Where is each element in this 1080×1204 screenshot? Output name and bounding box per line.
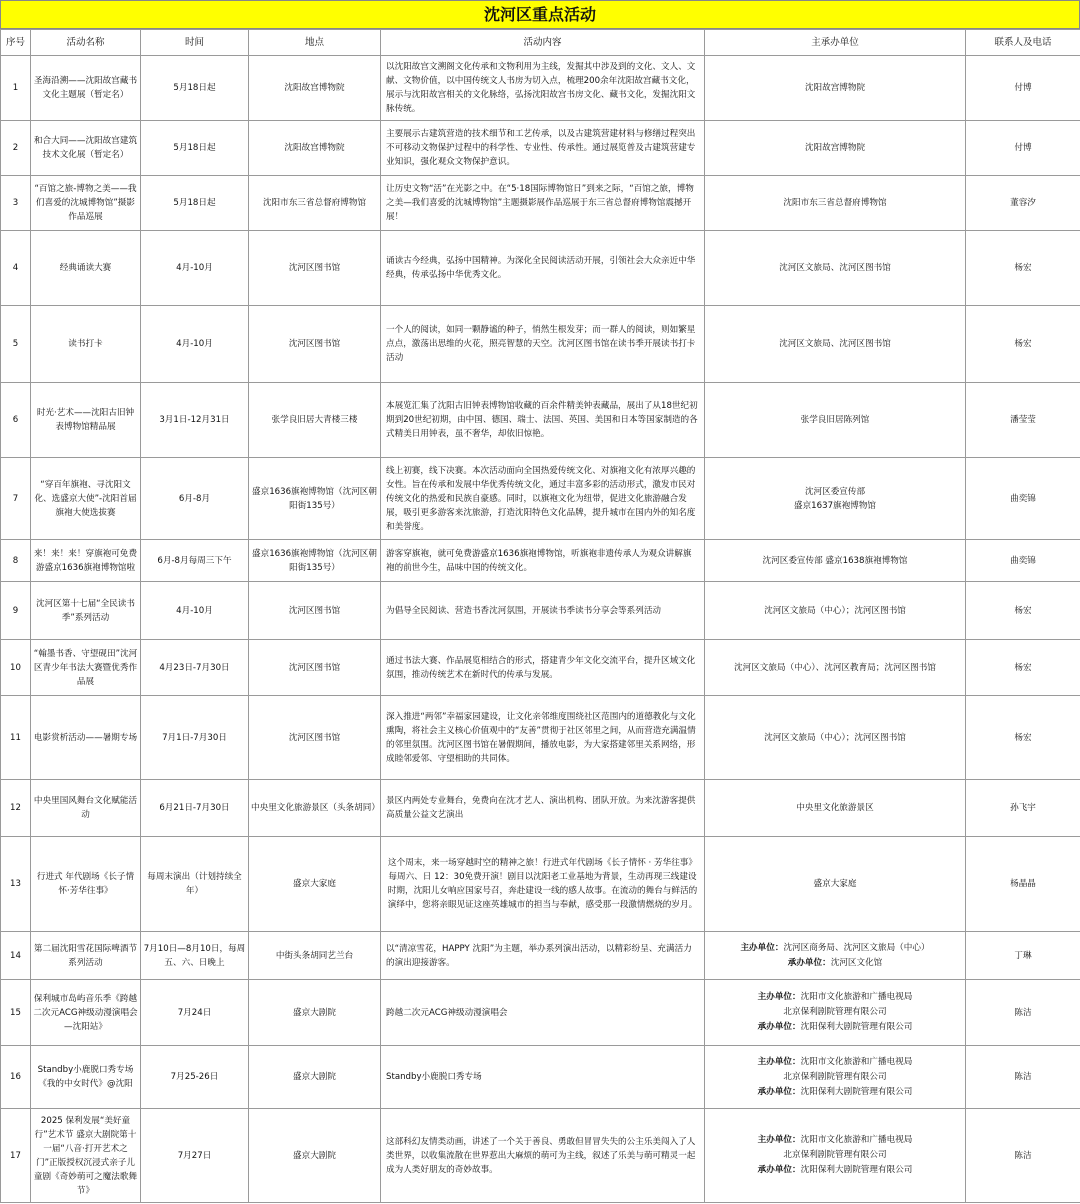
cell-content: 让历史文物“活”在光影之中。在“5·18国际博物馆日”到来之际，“百馆之旅，博物之美—我们喜爱的沈城博物馆”主题摄影展作品巡展于东三省总督府博物馆震撼开展！ — [381, 176, 705, 231]
table-row — [1, 540, 1080, 582]
cell-organizer: 沈河区委宣传部 盛京1637旗袍博物馆 — [705, 458, 966, 540]
col-header-no: 序号 — [1, 30, 31, 56]
cell-content: 跨越二次元ACG神级动漫演唱会 — [381, 980, 705, 1046]
cell-contact: 付博 — [966, 121, 1080, 176]
cell-name: “百馆之旅-博物之美——我们喜爱的沈城博物馆”摄影作品巡展 — [31, 176, 141, 231]
cell-contact: 潘莹莹 — [966, 383, 1080, 458]
organizer-line — [707, 1085, 963, 1100]
cell-name: 行进式 年代剧场《长子情怀·芳华往事》 — [31, 837, 141, 932]
organizer-label: 主办单位： — [757, 992, 801, 1002]
cell-content: 游客穿旗袍，就可免费游盛京1636旗袍博物馆，听旗袍非遗传承人为观众讲解旗袍的前世今生，品味中国的传统文化。 — [381, 540, 705, 582]
cell-contact: 陈洁 — [966, 1109, 1080, 1203]
cell-no: 14 — [1, 932, 31, 980]
cell-place: 沈阳故宫博物院 — [249, 56, 381, 121]
organizer-text: 北京保利剧院管理有限公司 — [783, 1071, 887, 1082]
cell-organizer: 沈阳故宫博物院 — [705, 56, 966, 121]
cell-organizer: 张学良旧居陈列馆 — [705, 383, 966, 458]
organizer-text: 沈河区商务局、沈河区文旅局（中心） — [783, 942, 930, 953]
cell-place: 张学良旧居大青楼三楼 — [249, 383, 381, 458]
cell-contact: 杨宏 — [966, 696, 1080, 780]
cell-content: 这个周末，来一场穿越时空的精神之旅！行进式年代剧场《长子情怀 · 芳华往事》每周六、日 12：30免费开演！剧目以沈阳老工业基地为背景，生动再现三线建设时期，沈阳儿女响应国家号召，奔赴建设一线的感人故事。在流动的舞台与鲜活的演绎中，您将亲眼见证这座英雄城市的担当与奉献，感受那一段激情燃烧的岁月。 — [381, 837, 705, 932]
cell-place: 盛京大剧院 — [249, 980, 381, 1046]
cell-contact: 陈洁 — [966, 1046, 1080, 1109]
cell-name: 和合大同——沈阳故宫建筑技术文化展（暂定名） — [31, 121, 141, 176]
table-row — [1, 780, 1080, 837]
cell-no: 17 — [1, 1109, 31, 1203]
cell-content: 诵读古今经典，弘扬中国精神。为深化全民阅读活动开展，引领社会大众亲近中华经典，传承弘扬中华优秀文化。 — [381, 231, 705, 306]
cell-content: 这部科幻友情类动画，讲述了一个关于善良、勇敢但冒冒失失的公主乐美闯入了人类世界，以收集流散在世界惹出大麻烦的萌可为主线，叙述了乐美与萌可精灵一起成为人类好朋友的奇妙故事。 — [381, 1109, 705, 1203]
organizer-line — [707, 1020, 963, 1035]
cell-organizer: 中央里文化旅游景区 — [705, 780, 966, 837]
table-row — [1, 458, 1080, 540]
cell-place: 中央里文化旅游景区（头条胡同） — [249, 780, 381, 837]
organizer-line — [707, 1055, 963, 1070]
cell-content: 一个人的阅读，如同一颗静谧的种子，悄然生根发芽；而一群人的阅读，则如繁星点点，激荡出思维的火花，照亮智慧的天空。沈河区图书馆在读书季开展读书打卡活动 — [381, 306, 705, 383]
table-row — [1, 176, 1080, 231]
cell-place: 沈河区图书馆 — [249, 582, 381, 640]
organizer-text: 沈阳保利大剧院管理有限公司 — [800, 1086, 913, 1097]
cell-place: 盛京1636旗袍博物馆（沈河区朝阳街135号） — [249, 540, 381, 582]
organizer-text: 沈阳保利大剧院管理有限公司 — [800, 1022, 913, 1032]
table-row — [1, 582, 1080, 640]
cell-contact: 杨宏 — [966, 582, 1080, 640]
cell-contact: 孙飞宇 — [966, 780, 1080, 837]
cell-no: 12 — [1, 780, 31, 837]
cell-organizer: 沈河区文旅局、沈河区图书馆 — [705, 306, 966, 383]
table-row — [1, 640, 1080, 696]
cell-organizer: 沈河区文旅局、沈河区图书馆 — [705, 231, 966, 306]
table-row — [1, 980, 1080, 1046]
cell-contact: 杨宏 — [966, 231, 1080, 306]
col-header-organizer: 主承办单位 — [705, 30, 966, 56]
cell-name: 圣海沿溯——沈阳故宫藏书文化主题展（暂定名） — [31, 56, 141, 121]
table-row — [1, 306, 1080, 383]
cell-organizer: 沈河区文旅局（中心）；沈河区图书馆 — [705, 582, 966, 640]
organizer-text: 沈阳市文化旅游和广播电视局 — [800, 1135, 913, 1145]
organizer-text: 沈阳市文化旅游和广播电视局 — [800, 1056, 913, 1067]
cell-no: 8 — [1, 540, 31, 582]
cell-organizer: 沈阳市东三省总督府博物馆 — [705, 176, 966, 231]
cell-name: 时光·艺术——沈阳古旧钟表博物馆精品展 — [31, 383, 141, 458]
organizer-line — [707, 956, 963, 971]
cell-place: 盛京1636旗袍博物馆（沈河区朝阳街135号） — [249, 458, 381, 540]
cell-no: 16 — [1, 1046, 31, 1109]
cell-place: 盛京大剧院 — [249, 1109, 381, 1203]
cell-name: 第二届沈阳雪花国际啤酒节系列活动 — [31, 932, 141, 980]
cell-place: 沈阳故宫博物院 — [249, 121, 381, 176]
cell-contact: 杨宏 — [966, 306, 1080, 383]
cell-no: 4 — [1, 231, 31, 306]
organizer-label: 承办单位： — [787, 957, 831, 968]
cell-contact: 曲奕锦 — [966, 458, 1080, 540]
cell-place: 盛京大家庭 — [249, 837, 381, 932]
organizer-line — [707, 1148, 963, 1163]
cell-organizer: 沈河区委宣传部 盛京1638旗袍博物馆 — [705, 540, 966, 582]
cell-name: 来！来！来！穿旗袍可免费游盛京1636旗袍博物馆啦 — [31, 540, 141, 582]
cell-organizer — [705, 1046, 966, 1109]
cell-time: 7月25-26日 — [141, 1046, 249, 1109]
col-header-place: 地点 — [249, 30, 381, 56]
cell-contact: 杨宏 — [966, 640, 1080, 696]
cell-organizer: 沈阳故宫博物院 — [705, 121, 966, 176]
organizer-text: 北京保利剧院管理有限公司 — [783, 1007, 887, 1017]
cell-content: 深入推进“两邻”幸福家园建设，让文化亲邻维度围绕社区范围内的道德教化与文化熏陶，将社会主义核心价值观中的“友善”贯彻于社区邻里之间，从而营造充满温情的邻里氛围。沈河区图书馆在暑假期间，播放电影，为大家搭建邻里关系网络，形成睦邻爱邻、守望相助的共同体。 — [381, 696, 705, 780]
cell-time: 4月-10月 — [141, 582, 249, 640]
cell-time: 7月1日-7月30日 — [141, 696, 249, 780]
organizer-label: 承办单位： — [757, 1165, 801, 1175]
cell-name: “穿百年旗袍、寻沈阳文化、选盛京大使”-沈阳首届旗袍大使选拔赛 — [31, 458, 141, 540]
cell-content: 为倡导全民阅读、营造书香沈河氛围，开展读书季读书分享会等系列活动 — [381, 582, 705, 640]
cell-time: 3月1日-12月31日 — [141, 383, 249, 458]
cell-time: 6月-8月 — [141, 458, 249, 540]
cell-place: 沈河区图书馆 — [249, 696, 381, 780]
organizer-label: 承办单位： — [757, 1086, 801, 1097]
cell-contact: 董容汐 — [966, 176, 1080, 231]
cell-name: 电影赏析活动——暑期专场 — [31, 696, 141, 780]
table-row — [1, 121, 1080, 176]
cell-content: Standby小鹿脱口秀专场 — [381, 1046, 705, 1109]
table-row — [1, 837, 1080, 932]
cell-name: 沈河区第十七届“全民读书季”系列活动 — [31, 582, 141, 640]
organizer-text: 沈阳保利大剧院管理有限公司 — [800, 1165, 913, 1175]
cell-contact: 曲奕锦 — [966, 540, 1080, 582]
header-row — [1, 30, 1080, 56]
cell-time: 5月18日起 — [141, 56, 249, 121]
table-row — [1, 1046, 1080, 1109]
cell-no: 11 — [1, 696, 31, 780]
cell-no: 6 — [1, 383, 31, 458]
cell-content: 景区内两处专业舞台，免费向在沈才艺人、演出机构、团队开放。为来沈游客提供高质量公益文艺演出 — [381, 780, 705, 837]
cell-time: 4月23日-7月30日 — [141, 640, 249, 696]
cell-place: 盛京大剧院 — [249, 1046, 381, 1109]
cell-contact: 陈洁 — [966, 980, 1080, 1046]
organizer-line — [707, 1070, 963, 1085]
cell-no: 3 — [1, 176, 31, 231]
cell-name: 保利城市岛屿音乐季《跨越二次元ACG神级动漫演唱会—沈阳站》 — [31, 980, 141, 1046]
cell-place: 中街头条胡同艺兰台 — [249, 932, 381, 980]
cell-content: 以沈阳故宫文溯阁文化传承和文物利用为主线，发掘其中涉及到的文化、文人、文献、文物价值，以中国传统文人书房为切入点，梳理200余年沈阳故宫藏书文化，展示与沈阳故宫相关的文化脉络，弘扬沈阳故宫书房文化、藏书文化，发掘沈阳文脉传统。 — [381, 56, 705, 121]
cell-contact: 丁琳 — [966, 932, 1080, 980]
cell-content: 通过书法大赛、作品展览相结合的形式，搭建青少年文化交流平台，提升区域文化氛围，推动传统艺术在新时代的传承与发展。 — [381, 640, 705, 696]
cell-no: 5 — [1, 306, 31, 383]
organizer-label: 主办单位： — [740, 942, 784, 953]
organizer-label: 承办单位： — [757, 1022, 801, 1032]
table-row — [1, 1109, 1080, 1203]
cell-no: 13 — [1, 837, 31, 932]
page-title: 沈河区重点活动 — [0, 0, 1080, 29]
cell-place: 沈阳市东三省总督府博物馆 — [249, 176, 381, 231]
cell-organizer — [705, 980, 966, 1046]
activities-table — [0, 29, 1080, 1203]
organizer-label: 主办单位： — [757, 1056, 801, 1067]
table-row — [1, 231, 1080, 306]
organizer-line — [707, 1005, 963, 1020]
organizer-line — [707, 990, 963, 1005]
cell-place: 沈河区图书馆 — [249, 640, 381, 696]
table-row — [1, 932, 1080, 980]
cell-no: 2 — [1, 121, 31, 176]
organizer-line — [707, 941, 963, 956]
cell-content: 本展览汇集了沈阳古旧钟表博物馆收藏的百余件精美钟表藏品，展出了从18世纪初期到20世纪初期，由中国、德国、瑞士、法国、英国、美国和日本等国家制造的各式精美日用钟表，虽不奢华，却依旧惊艳。 — [381, 383, 705, 458]
cell-place: 沈河区图书馆 — [249, 231, 381, 306]
table-row — [1, 383, 1080, 458]
cell-time: 5月18日起 — [141, 176, 249, 231]
cell-time: 4月-10月 — [141, 231, 249, 306]
cell-organizer — [705, 1109, 966, 1203]
cell-name: Standby小鹿脱口秀专场《我的中女时代》@沈阳 — [31, 1046, 141, 1109]
cell-time: 每周末演出（计划持续全年） — [141, 837, 249, 932]
organizer-line — [707, 1163, 963, 1178]
cell-no: 15 — [1, 980, 31, 1046]
cell-organizer — [705, 932, 966, 980]
organizer-text: 沈阳市文化旅游和广播电视局 — [800, 992, 913, 1002]
cell-time: 5月18日起 — [141, 121, 249, 176]
cell-organizer: 沈河区文旅局（中心）、沈河区教育局；沈河区图书馆 — [705, 640, 966, 696]
cell-no: 7 — [1, 458, 31, 540]
cell-time: 6月21日-7月30日 — [141, 780, 249, 837]
table-row — [1, 56, 1080, 121]
organizer-text: 沈河区文化馆 — [830, 957, 883, 968]
cell-contact: 付博 — [966, 56, 1080, 121]
organizer-text: 北京保利剧院管理有限公司 — [783, 1150, 887, 1160]
cell-time: 7月27日 — [141, 1109, 249, 1203]
cell-place: 沈河区图书馆 — [249, 306, 381, 383]
cell-no: 1 — [1, 56, 31, 121]
cell-name: 中央里国风舞台文化赋能活动 — [31, 780, 141, 837]
cell-content: 线上初赛，线下决赛。本次活动面向全国热爱传统文化、对旗袍文化有浓厚兴趣的女性。旨在传承和发展中华优秀传统文化，通过丰富多彩的活动形式，激发市民对传统文化的热爱和民族自豪感。同时，以旗袍文化为纽带，促进文化旅游融合发展，吸引更多游客来沈旅游，打造沈阳特色文化品牌，提升城市在国内外的知名度和美誉度。 — [381, 458, 705, 540]
cell-content: 以“清凉雪花，HAPPY 沈阳”为主题，举办系列演出活动，以精彩纷呈、充满活力的演出迎接游客。 — [381, 932, 705, 980]
table-row — [1, 696, 1080, 780]
organizer-line — [707, 1133, 963, 1148]
cell-organizer: 盛京大家庭 — [705, 837, 966, 932]
cell-no: 10 — [1, 640, 31, 696]
cell-time: 7月24日 — [141, 980, 249, 1046]
cell-no: 9 — [1, 582, 31, 640]
cell-time: 7月10日—8月10日，每周五、六、日晚上 — [141, 932, 249, 980]
organizer-label: 主办单位： — [757, 1135, 801, 1145]
cell-contact: 杨晶晶 — [966, 837, 1080, 932]
cell-name: 读书打卡 — [31, 306, 141, 383]
cell-content: 主要展示古建筑营造的技术细节和工艺传承，以及古建筑营建材料与修缮过程突出不可移动文物保护过程中的科学性、专业性、传承性。通过展览普及古建筑营建专业知识，强化观众文物保护意识。 — [381, 121, 705, 176]
col-header-content: 活动内容 — [381, 30, 705, 56]
col-header-name: 活动名称 — [31, 30, 141, 56]
cell-time: 4月-10月 — [141, 306, 249, 383]
col-header-contact: 联系人及电话 — [966, 30, 1080, 56]
cell-name: 2025 保利发展“美好童行”艺术节 盛京大剧院第十一届“八音·打开艺术之门”正版授权沉浸式亲子儿童剧《奇妙萌可之魔法歌舞节》 — [31, 1109, 141, 1203]
cell-organizer: 沈河区文旅局（中心）；沈河区图书馆 — [705, 696, 966, 780]
cell-name: 经典诵读大赛 — [31, 231, 141, 306]
cell-name: “翰墨书香、守望砚田”沈河区青少年书法大赛暨优秀作品展 — [31, 640, 141, 696]
col-header-time: 时间 — [141, 30, 249, 56]
cell-time: 6月-8月每周三下午 — [141, 540, 249, 582]
